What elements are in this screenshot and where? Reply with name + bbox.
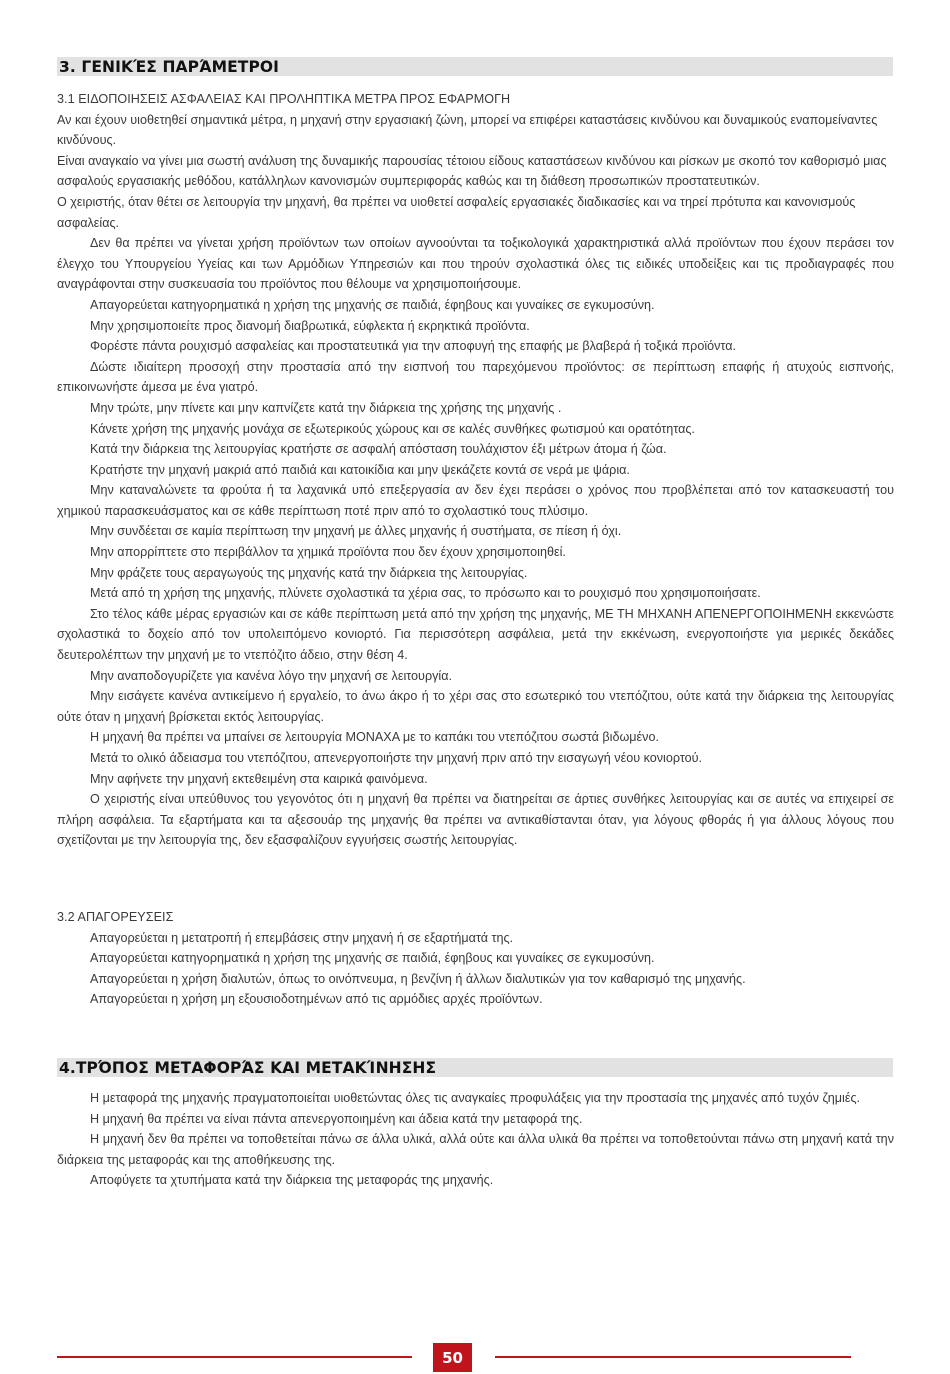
intro-paragraph: Ο χειριστής, όταν θέτει σε λειτουργία την μηχανή, θα πρέπει να υιοθετεί ασφαλείς εργασιακές διαδικασίες και να τηρεί πρότυπα και κανονισμούς ασφαλείας. bbox=[57, 194, 856, 230]
transport-item: Αποφύγετε τα χτυπήματα κατά την διάρκεια της μεταφοράς της μηχανής. bbox=[90, 1173, 494, 1188]
section-3-body bbox=[57, 89, 894, 851]
safety-item: Φορέστε πάντα ρουχισμό ασφαλείας και προστατευτικά για την αποφυγή της επαφής με βλαβερά ή τοξικά προϊόντα. bbox=[90, 339, 736, 354]
safety-item: Στο τέλος κάθε μέρας εργασιών και σε κάθε περίπτωση μετά από την χρήση της μηχανής, ΜΕ ΤΗ ΜΗΧΑΝΗ ΑΠΕΝΕΡΓΟΠΟΙΗΜΕΝΗ εκκενώστε σχολαστικά το δοχείο από τον υπολειπόμενο κονιορτό. Για περισσότερη ασφάλεια, μετά την εκκένωση, ενεργοποιήστε για μερικές δεκάδες δευτερολέπτων την μηχανή με το ντεπόζιτο άδειο, στην θέση 4. bbox=[57, 606, 894, 663]
subsection-3-2 bbox=[57, 907, 894, 1010]
safety-item: Μην φράζετε τους αεραγωγούς της μηχανής κατά την διάρκεια της λειτουργίας. bbox=[90, 565, 528, 580]
prohibition-item: Απαγορεύεται η μετατροπή ή επεμβάσεις στην μηχανή ή σε εξαρτήματά της. bbox=[90, 930, 514, 945]
safety-item: Δεν θα πρέπει να γίνεται χρήση προϊόντων των οποίων αγνοούνται τα τοξικολογικά χαρακτηριστικά αλλά προϊόντων που έχουν περάσει τον έλεγχο του Υπουργείου Υγείας και των Αρμόδιων Υπηρεσιών και που τηρούν σχολαστικά όλες τις ειδικές υποδείξεις και τις προδιαγραφές που αναγράφονται στην συσκευασία του προϊόντος που θέλουμε να χρησιμοποιήσουμε. bbox=[57, 236, 894, 292]
section-3-heading: 3. ΓΕΝΙΚΈΣ ΠΑΡΆΜΕΤΡΟΙ bbox=[57, 57, 893, 76]
footer-rule-right bbox=[495, 1356, 851, 1358]
section-4-body bbox=[57, 1088, 894, 1191]
prohibition-item: Απαγορεύεται η χρήση μη εξουσιοδοτημένων από τις αρμόδιες αρχές προϊόντων. bbox=[90, 992, 543, 1007]
safety-item: Κατά την διάρκεια της λειτουργίας κρατήστε σε ασφαλή απόσταση τουλάχιστον έξι μέτρων άτομα ή ζώα. bbox=[90, 442, 667, 457]
safety-item: Απαγορεύεται κατηγορηματικά η χρήση της μηχανής σε παιδιά, έφηβους και γυναίκες σε εγκυμοσύνη. bbox=[90, 297, 655, 312]
subsection-3-2-title: 3.2 ΑΠΑΓΟΡΕΥΣΕΙΣ bbox=[57, 910, 174, 924]
safety-item: Μετά το ολικό άδειασμα του ντεπόζιτου, απενεργοποιήστε την μηχανή πριν από την εισαγωγή νέου κονιορτού. bbox=[90, 751, 703, 765]
page-number: 50 bbox=[433, 1343, 472, 1372]
safety-item: Μην αναποδογυρίζετε για κανένα λόγο την μηχανή σε λειτουργία. bbox=[90, 668, 452, 683]
safety-item: Μετά από τη χρήση της μηχανής, πλύνετε σχολαστικά τα χέρια σας, το πρόσωπο και το ρουχισμό που χρησιμοποιήσατε. bbox=[90, 586, 761, 601]
safety-item: Ο χειριστής είναι υπεύθυνος του γεγονότος ότι η μηχανή θα πρέπει να διατηρείται σε άρτιες συνθήκες λειτουργίας και σε αυτές να επιχειρεί σε πλήρη ασφάλεια. Τα εξαρτήματα και τα αξεσουάρ της μηχανής θα πρέπει να αντικαθίστανται όταν, για λόγους φθοράς ή για άλλους λόγους που σχετίζονται με την λειτουργία της, δεν εξασφαλίζουν εγγυήσεις σωστής λειτουργίας. bbox=[57, 792, 894, 848]
safety-item: Δώστε ιδιαίτερη προσοχή στην προστασία από την εισπνοή του παρεχόμενου προϊόντος: σε περίπτωση επαφής ή ατυχούς εισπνοής, επικοινωνήστε άμεσα με ένα γιατρό. bbox=[57, 359, 894, 395]
intro-paragraph: Είναι αναγκαίο να γίνει μια σωστή ανάλυση της δυναμικής παρουσίας τέτοιου είδους καταστάσεων κινδύνου και ρίσκων με σκοπό τον καθορισμό μιας ασφαλούς εργασιακής μεθόδου, κατάλληλων κανονισμών συμπεριφοράς καθώς και τη διάθεση προσωπικών προστατευτικών. bbox=[57, 153, 887, 189]
safety-item: Μην συνδέεται σε καμία περίπτωση την μηχανή με άλλες μηχανής ή συστήματα, σε πίεση ή όχι. bbox=[90, 524, 622, 539]
subsection-3-1-title: 3.1 ΕΙΔΟΠΟΙΗΣΕΙΣ ΑΣΦΑΛΕΙΑΣ ΚΑΙ ΠΡΟΛΗΠΤΙΚΑ ΜΕΤΡΑ ΠΡΟΣ ΕΦΑΡΜΟΓΗ bbox=[57, 92, 511, 106]
section-4-heading: 4.ΤΡΌΠΟΣ ΜΕΤΑΦΟΡΆΣ ΚΑΙ ΜΕΤΑΚΊΝΗΣΗΣ bbox=[57, 1058, 893, 1077]
safety-item: Μην χρησιμοποιείτε προς διανομή διαβρωτικά, εύφλεκτα ή εκρηκτικά προϊόντα. bbox=[90, 318, 530, 333]
safety-item: Μην καταναλώνετε τα φρούτα ή τα λαχανικά υπό επεξεργασία αν δεν έχει περάσει ο χρόνος που προβλέπεται από τον κατασκευαστή του χημικού παρασκευάσματος και σε κάθε περίπτωση ποτέ πριν από το σχολαστικό τους πλύσιμο. bbox=[57, 483, 894, 518]
transport-item: Η μηχανή θα πρέπει να είναι πάντα απενεργοποιημένη και άδεια κατά την μεταφορά της. bbox=[90, 1111, 583, 1126]
safety-item: Κάνετε χρήση της μηχανής μονάχα σε εξωτερικούς χώρους και σε καλές συνθήκες φωτισμού και ορατότητας. bbox=[90, 421, 695, 436]
safety-item: Κρατήστε την μηχανή μακριά από παιδιά και κατοικίδια και μην ψεκάζετε κοντά σε νερά με ψάρια. bbox=[90, 462, 630, 477]
prohibition-item: Απαγορεύεται κατηγορηματικά η χρήση της μηχανής σε παιδιά, έφηβους και γυναίκες σε εγκυμοσύνη. bbox=[90, 951, 655, 966]
safety-item: Μην αφήνετε την μηχανή εκτεθειμένη στα καιρικά φαινόμενα. bbox=[90, 771, 428, 786]
safety-item: Μην απορρίπτετε στο περιβάλλον τα χημικά προϊόντα που δεν έχουν χρησιμοποιηθεί. bbox=[90, 545, 566, 560]
transport-item: Η μηχανή δεν θα πρέπει να τοποθετείται πάνω σε άλλα υλικά, αλλά ούτε και άλλα υλικά θα πρέπει να τοποθετούνται πάνω στη μηχανή κατά την διάρκεια της μεταφοράς και της αποθήκευσης της. bbox=[57, 1132, 894, 1167]
prohibition-item: Απαγορεύεται η χρήση διαλυτών, όπως το οινόπνευμα, η βενζίνη ή άλλων διαλυτικών για τον καθαρισμό της μηχανής. bbox=[90, 971, 746, 986]
footer-rule-left bbox=[57, 1356, 412, 1358]
safety-item: Μην εισάγετε κανένα αντικείμενο ή εργαλείο, το άνω άκρο ή το χέρι σας στο εσωτερικό του ντεπόζιτου, ούτε κατά την διάρκεια της λειτουργίας ούτε όταν η μηχανή βρίσκεται εκτός λειτουργίας. bbox=[57, 689, 894, 724]
safety-item: Η μηχανή θα πρέπει να μπαίνει σε λειτουργία ΜΟΝΑΧΑ με το καπάκι του ντεπόζιτου σωστά βιδωμένο. bbox=[90, 730, 659, 745]
safety-item: Μην τρώτε, μην πίνετε και μην καπνίζετε κατά την διάρκεια της χρήσης της μηχανής . bbox=[90, 400, 562, 415]
intro-paragraph: Αν και έχουν υιοθετηθεί σημαντικά μέτρα, η μηχανή στην εργασιακή ζώνη, μπορεί να επιφέρει καταστάσεις κινδύνου και δυναμικούς εναπομείναντες κινδύνους. bbox=[57, 112, 878, 148]
transport-item: Η μεταφορά της μηχανής πραγματοποιείται υιοθετώντας όλες τις αναγκαίες προφυλάξεις για την προστασία της μηχανές από τυχόν ζημιές. bbox=[90, 1091, 861, 1105]
